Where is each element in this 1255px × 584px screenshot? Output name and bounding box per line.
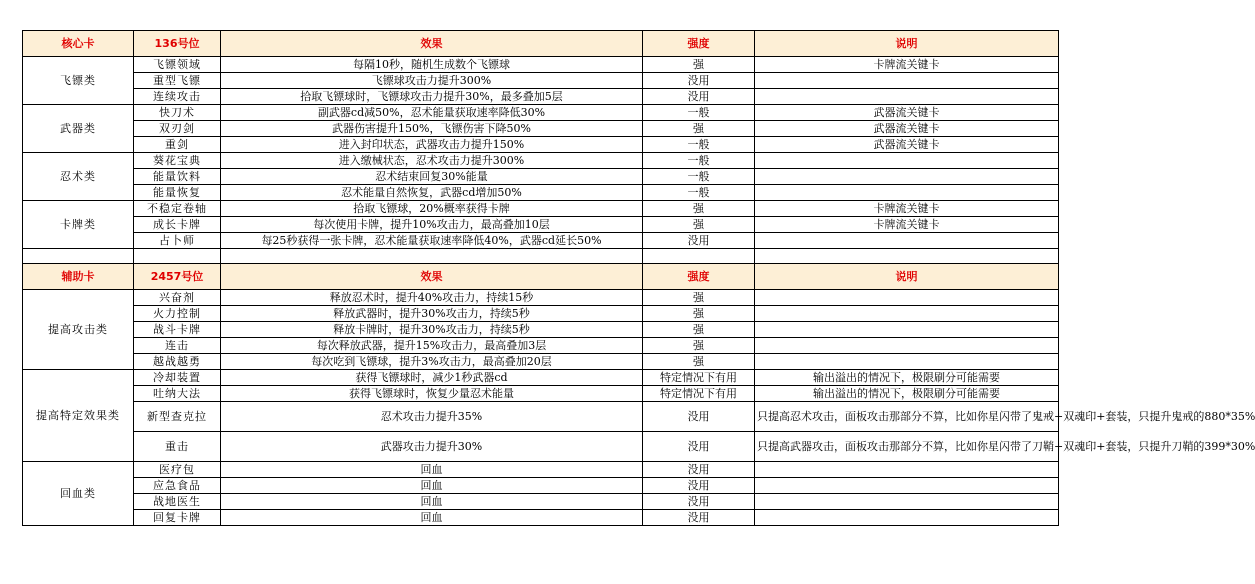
card-name-cell: 吐纳大法	[134, 386, 221, 402]
table-row	[23, 354, 1059, 370]
strength-cell: 强	[643, 57, 755, 73]
strength-cell: 没用	[643, 432, 755, 462]
strength-cell: 强	[643, 354, 755, 370]
card-name-cell: 火力控制	[134, 306, 221, 322]
effect-cell: 每25秒获得一张卡牌，忍术能量获取速率降低40%，武器cd延长50%	[221, 233, 643, 249]
strength-cell: 强	[643, 290, 755, 306]
strength-cell: 没用	[643, 89, 755, 105]
card-name-cell: 医疗包	[134, 462, 221, 478]
note-cell	[755, 478, 1059, 494]
note-cell: 武器流关键卡	[755, 121, 1059, 137]
table-row	[23, 185, 1059, 201]
strength-cell: 强	[643, 322, 755, 338]
note-cell: 只提高武器攻击，面板攻击那部分不算，比如你星闪带了刀鞘+双魂印+套装，只提升刀鞘的399*30%	[755, 432, 1059, 462]
table-row	[23, 338, 1059, 354]
card-name-cell: 不稳定卷轴	[134, 201, 221, 217]
note-cell: 武器流关键卡	[755, 105, 1059, 121]
table-row	[23, 322, 1059, 338]
effect-cell: 释放忍术时，提升40%攻击力，持续15秒	[221, 290, 643, 306]
effect-cell: 拾取飞镖球时，飞镖球攻击力提升30%，最多叠加5层	[221, 89, 643, 105]
aux-header-col5: 说明	[755, 264, 1059, 290]
card-name-cell: 葵花宝典	[134, 153, 221, 169]
table-row	[23, 386, 1059, 402]
table-row	[23, 290, 1059, 306]
card-name-cell: 回复卡牌	[134, 510, 221, 526]
note-cell	[755, 494, 1059, 510]
effect-cell: 忍术结束回复30%能量	[221, 169, 643, 185]
effect-cell: 获得飞镖球时，减少1秒武器cd	[221, 370, 643, 386]
core-header-col4: 强度	[643, 31, 755, 57]
card-name-cell: 重型飞镖	[134, 73, 221, 89]
strength-cell: 没用	[643, 402, 755, 432]
effect-cell: 回血	[221, 478, 643, 494]
effect-cell: 忍术能量自然恢复，武器cd增加50%	[221, 185, 643, 201]
strength-cell: 没用	[643, 73, 755, 89]
category-cell: 飞镖类	[23, 57, 134, 105]
effect-cell: 拾取飞镖球，20%概率获得卡牌	[221, 201, 643, 217]
table-row	[23, 121, 1059, 137]
card-name-cell: 能量恢复	[134, 185, 221, 201]
note-cell: 输出溢出的情况下，极限刷分可能需要	[755, 386, 1059, 402]
note-cell: 武器流关键卡	[755, 137, 1059, 153]
card-name-cell: 越战越勇	[134, 354, 221, 370]
core-header-col3: 效果	[221, 31, 643, 57]
table-row	[23, 432, 1059, 462]
strength-cell: 一般	[643, 105, 755, 121]
spacer-cell	[23, 249, 134, 264]
note-cell	[755, 306, 1059, 322]
core-header-row	[23, 31, 1059, 57]
card-name-cell: 战地医生	[134, 494, 221, 510]
note-cell	[755, 338, 1059, 354]
table-row	[23, 137, 1059, 153]
card-name-cell: 兴奋剂	[134, 290, 221, 306]
note-cell: 卡牌流关键卡	[755, 217, 1059, 233]
category-cell: 忍术类	[23, 153, 134, 201]
note-cell	[755, 354, 1059, 370]
effect-cell: 回血	[221, 494, 643, 510]
category-cell: 提高攻击类	[23, 290, 134, 370]
table-row	[23, 494, 1059, 510]
effect-cell: 释放卡牌时，提升30%攻击力，持续5秒	[221, 322, 643, 338]
card-name-cell: 冷却装置	[134, 370, 221, 386]
strength-cell: 强	[643, 306, 755, 322]
effect-cell: 每次释放武器，提升15%攻击力，最高叠加3层	[221, 338, 643, 354]
effect-cell: 释放武器时，提升30%攻击力，持续5秒	[221, 306, 643, 322]
spacer-cell	[755, 249, 1059, 264]
table-row	[23, 233, 1059, 249]
note-cell	[755, 153, 1059, 169]
spacer-cell	[134, 249, 221, 264]
table-row	[23, 89, 1059, 105]
note-cell	[755, 510, 1059, 526]
note-cell: 只提高忍术攻击，面板攻击那部分不算，比如你星闪带了鬼戒+双魂印+套装，只提升鬼戒的880*35%	[755, 402, 1059, 432]
strength-cell: 特定情况下有用	[643, 386, 755, 402]
effect-cell: 武器攻击力提升30%	[221, 432, 643, 462]
core-header-col1: 核心卡	[23, 31, 134, 57]
category-cell: 卡牌类	[23, 201, 134, 249]
card-name-cell: 双刃剑	[134, 121, 221, 137]
table-row	[23, 370, 1059, 386]
aux-header-col3: 效果	[221, 264, 643, 290]
table-row	[23, 478, 1059, 494]
note-cell: 输出溢出的情况下，极限刷分可能需要	[755, 370, 1059, 386]
card-table	[22, 30, 1255, 526]
effect-cell: 回血	[221, 462, 643, 478]
aux-header-col2: 2457号位	[134, 264, 221, 290]
strength-cell: 强	[643, 121, 755, 137]
effect-cell: 进入缴械状态，忍术攻击力提升300%	[221, 153, 643, 169]
aux-header-col1: 辅助卡	[23, 264, 134, 290]
strength-cell: 一般	[643, 137, 755, 153]
table-row	[23, 57, 1059, 73]
card-name-cell: 飞镖领域	[134, 57, 221, 73]
card-name-cell: 连击	[134, 338, 221, 354]
table-row	[23, 201, 1059, 217]
effect-cell: 武器伤害提升150%，飞镖伤害下降50%	[221, 121, 643, 137]
note-cell	[755, 89, 1059, 105]
note-cell	[755, 290, 1059, 306]
card-name-cell: 重击	[134, 432, 221, 462]
card-name-cell: 占卜师	[134, 233, 221, 249]
effect-cell: 每次使用卡牌，提升10%攻击力，最高叠加10层	[221, 217, 643, 233]
note-cell: 卡牌流关键卡	[755, 57, 1059, 73]
strength-cell: 没用	[643, 510, 755, 526]
table-row	[23, 153, 1059, 169]
effect-cell: 进入封印状态，武器攻击力提升150%	[221, 137, 643, 153]
effect-cell: 副武器cd减50%，忍术能量获取速率降低30%	[221, 105, 643, 121]
strength-cell: 强	[643, 338, 755, 354]
card-name-cell: 战斗卡牌	[134, 322, 221, 338]
note-cell	[755, 462, 1059, 478]
table-row	[23, 169, 1059, 185]
table-row	[23, 105, 1059, 121]
table-row	[23, 306, 1059, 322]
effect-cell: 每隔10秒，随机生成数个飞镖球	[221, 57, 643, 73]
note-cell	[755, 322, 1059, 338]
card-name-cell: 成长卡牌	[134, 217, 221, 233]
table-row	[23, 73, 1059, 89]
strength-cell: 没用	[643, 233, 755, 249]
strength-cell: 没用	[643, 494, 755, 510]
card-name-cell: 快刀术	[134, 105, 221, 121]
spacer-cell	[221, 249, 643, 264]
effect-cell: 忍术攻击力提升35%	[221, 402, 643, 432]
strength-cell: 一般	[643, 169, 755, 185]
note-cell	[755, 185, 1059, 201]
strength-cell: 一般	[643, 153, 755, 169]
card-name-cell: 能量饮料	[134, 169, 221, 185]
effect-cell: 飞镖球攻击力提升300%	[221, 73, 643, 89]
spacer-row	[23, 249, 1059, 264]
table-row	[23, 217, 1059, 233]
core-header-col5: 说明	[755, 31, 1059, 57]
card-name-cell: 重剑	[134, 137, 221, 153]
spacer-cell	[643, 249, 755, 264]
card-name-cell: 连续攻击	[134, 89, 221, 105]
category-cell: 提高特定效果类	[23, 370, 134, 462]
card-name-cell: 新型查克拉	[134, 402, 221, 432]
strength-cell: 没用	[643, 478, 755, 494]
strength-cell: 一般	[643, 185, 755, 201]
note-cell	[755, 73, 1059, 89]
category-cell: 武器类	[23, 105, 134, 153]
card-name-cell: 应急食品	[134, 478, 221, 494]
core-header-col2: 136号位	[134, 31, 221, 57]
table-row	[23, 510, 1059, 526]
category-cell: 回血类	[23, 462, 134, 526]
table-row	[23, 462, 1059, 478]
note-cell	[755, 233, 1059, 249]
note-cell	[755, 169, 1059, 185]
aux-header-col4: 强度	[643, 264, 755, 290]
effect-cell: 获得飞镖球时，恢复少量忍术能量	[221, 386, 643, 402]
strength-cell: 特定情况下有用	[643, 370, 755, 386]
table-row	[23, 402, 1059, 432]
aux-header-row	[23, 264, 1059, 290]
note-cell: 卡牌流关键卡	[755, 201, 1059, 217]
strength-cell: 没用	[643, 462, 755, 478]
strength-cell: 强	[643, 201, 755, 217]
strength-cell: 强	[643, 217, 755, 233]
effect-cell: 回血	[221, 510, 643, 526]
effect-cell: 每次吃到飞镖球，提升3%攻击力，最高叠加20层	[221, 354, 643, 370]
